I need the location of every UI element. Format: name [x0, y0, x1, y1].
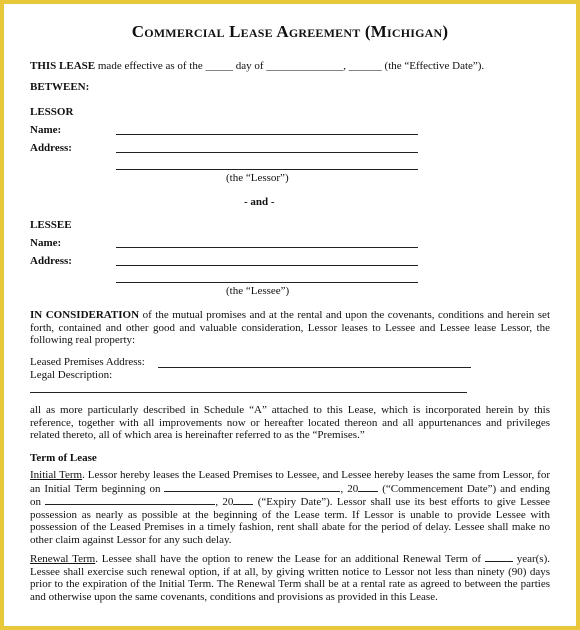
renewal-term-text-2: year(s). Lessee shall exercise such renewal option, if at all, by giving written notice to Lessor not less than ninety (90) days prior to the expiration of the Initial Term. The Renewal Term shall be at a rental rate as agreed to between the parties and otherwise upon the same covenants, conditions and provisions as provided in this Lease.	[30, 553, 551, 603]
consideration-paragraph	[30, 309, 550, 347]
lessor-address-label: Address:	[30, 142, 72, 154]
document-page	[4, 4, 576, 626]
premises-address-label: Leased Premises Address:	[30, 356, 145, 368]
lessee-caption: (the “Lessee”)	[226, 285, 290, 297]
renewal-years-blank[interactable]	[485, 552, 513, 562]
renewal-term-paragraph	[30, 552, 550, 603]
lessor-name-field[interactable]	[116, 134, 418, 135]
initial-term-label: Initial Term	[30, 469, 83, 481]
renewal-term-text-1: . Lessee shall have the option to renew the Lease for an additional Renewal Term of	[95, 553, 481, 565]
effective-month-blank[interactable]: ______________,	[266, 60, 347, 72]
consideration-lead: IN CONSIDERATION	[30, 309, 140, 321]
lessee-address-label: Address:	[30, 255, 72, 267]
lessee-name-label: Name:	[30, 237, 62, 249]
initial-term-text-1: . Lessor hereby leases the Leased Premises to Lessee, and Lessee hereby leases the same from Lessor, for an Initial Term beginning on	[30, 469, 550, 495]
initial-term-year-2: , 20	[215, 496, 234, 509]
lessor-address-field-1[interactable]	[116, 152, 418, 153]
lessee-address-field-2[interactable]	[116, 282, 418, 283]
lessor-caption: (the “Lessor”)	[226, 172, 289, 184]
commencement-date-blank[interactable]	[164, 482, 340, 492]
lessee-heading: LESSEE	[30, 219, 72, 231]
legal-description-field[interactable]	[30, 392, 467, 393]
and-separator: - and -	[244, 196, 275, 208]
initial-term-paragraph	[30, 469, 550, 547]
premises-address-field[interactable]	[158, 367, 471, 368]
expiry-date-blank[interactable]	[45, 495, 215, 505]
lessee-address-field-1[interactable]	[116, 265, 418, 266]
schedule-paragraph: all as more particularly described in Schedule “A” attached to this Lease, which is incorporated herein by this reference, together with all improvements now or hereafter located thereon and all appurtenances and privileges related thereto, all of which area is hereinafter referred to as the “Premises.”	[30, 404, 550, 442]
legal-description-label: Legal Description:	[30, 369, 113, 381]
lessor-address-field-2[interactable]	[116, 169, 418, 170]
lessor-heading: LESSOR	[30, 106, 74, 118]
intro-label: THIS LEASE	[30, 60, 96, 72]
lessee-name-field[interactable]	[116, 247, 418, 248]
initial-term-text-2: (“Expiry Date”). Lessor shall use its best efforts to give Lessee possession as nearly as possible at the beginning of the Lease term. If Lessor is unable to provide Lessee with possession of the Leased Premises in a timely fashion, rent shall abate for the period of delay. Lessee shall make no other claim against Lessor for any such delay.	[30, 496, 551, 546]
consideration-text: of the mutual promises and at the rental and upon the covenants, conditions and herein set forth, contained and other good and valuable consideration, Lessor leases to Lessee and Lessee lease Lessor, the following real property:	[30, 309, 550, 347]
intro-line	[30, 60, 484, 73]
effective-year-blank[interactable]: ______	[348, 60, 382, 72]
intro-text-2: day of	[235, 60, 264, 72]
renewal-term-label: Renewal Term	[30, 553, 96, 565]
intro-text-3: (the “Effective Date”).	[384, 60, 485, 72]
commencement-label: (“Commencement Date”) and ending on	[30, 482, 550, 509]
commencement-year-blank[interactable]	[358, 482, 378, 492]
term-heading: Term of Lease	[30, 452, 97, 464]
between-label: BETWEEN:	[30, 81, 90, 93]
expiry-year-blank[interactable]	[233, 495, 253, 505]
lessor-name-label: Name:	[30, 124, 62, 136]
document-title: Commercial Lease Agreement (Michigan)	[131, 22, 449, 41]
effective-day-blank[interactable]: _____	[205, 60, 233, 72]
initial-term-year-1: , 20	[340, 482, 359, 495]
intro-text-1: made effective as of the	[97, 60, 203, 72]
